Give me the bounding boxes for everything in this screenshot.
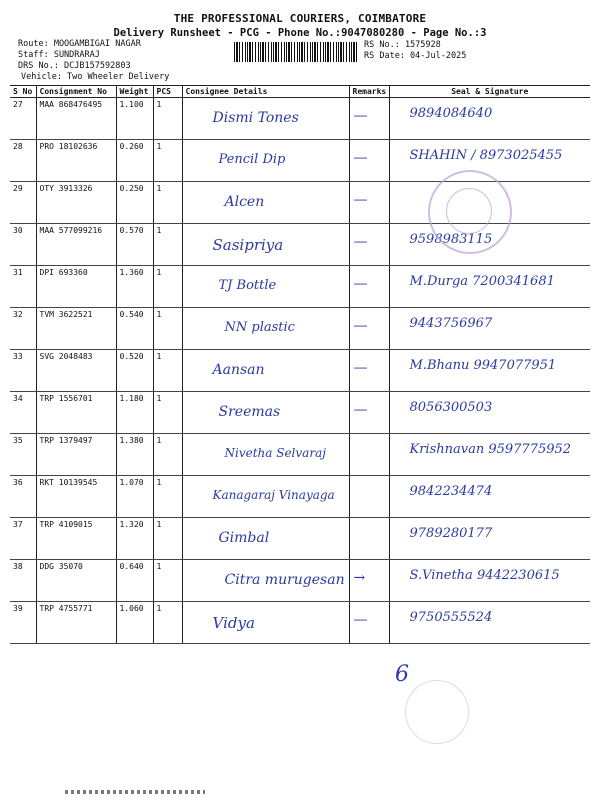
- col-header-sno: S No: [10, 86, 36, 98]
- col-header-remarks: Remarks: [349, 86, 389, 98]
- row-weight: 1.380: [116, 434, 153, 476]
- vehicle-label: Vehicle: Two Wheeler Delivery: [21, 72, 170, 82]
- runsheet-table: [10, 85, 590, 644]
- row-weight: 1.320: [116, 518, 153, 560]
- row-remark-mark: —: [353, 192, 368, 208]
- row-weight: 0.520: [116, 350, 153, 392]
- row-consignee-cell: [182, 266, 349, 308]
- row-pcs: 1: [153, 392, 182, 434]
- row-sno: 36: [10, 476, 36, 518]
- row-consignment-no: TRP 1556701: [36, 392, 116, 434]
- row-signature-handwritten: SHAHIN / 8973025455: [409, 148, 563, 163]
- row-consignee-handwritten: Alcen: [224, 194, 265, 210]
- row-consignee-cell: [182, 308, 349, 350]
- row-consignee-cell: [182, 560, 349, 602]
- row-sno: 30: [10, 224, 36, 266]
- row-pcs: 1: [153, 434, 182, 476]
- table-row: [10, 350, 590, 392]
- row-consignment-no: TRP 4755771: [36, 602, 116, 644]
- table-row: [10, 434, 590, 476]
- row-consignee-cell: [182, 224, 349, 266]
- row-weight: 0.570: [116, 224, 153, 266]
- row-consignee-cell: [182, 476, 349, 518]
- rs-number: RS No.: 1575928: [364, 40, 441, 50]
- row-consignment-no: PRO 18102636: [36, 140, 116, 182]
- row-consignee-cell: [182, 392, 349, 434]
- row-sno: 34: [10, 392, 36, 434]
- row-remarks-cell: [349, 308, 389, 350]
- row-signature-handwritten: M.Bhanu 9947077951: [409, 358, 557, 373]
- row-signature-cell: [389, 434, 590, 476]
- row-consignment-no: TVM 3622521: [36, 308, 116, 350]
- row-signature-cell: [389, 266, 590, 308]
- table-row: [10, 266, 590, 308]
- handwritten-page-mark: 6: [395, 662, 409, 687]
- row-signature-cell: [389, 308, 590, 350]
- barcode: [234, 42, 359, 62]
- row-pcs: 1: [153, 140, 182, 182]
- row-consignee-handwritten: Sasipriya: [212, 236, 284, 254]
- row-signature-cell: [389, 350, 590, 392]
- runsheet-meta-left: [18, 39, 169, 83]
- row-sno: 39: [10, 602, 36, 644]
- row-consignee-cell: [182, 602, 349, 644]
- row-remarks-cell: [349, 266, 389, 308]
- row-weight: 0.540: [116, 308, 153, 350]
- row-consignment-no: TRP 1379497: [36, 434, 116, 476]
- row-remarks-cell: [349, 434, 389, 476]
- row-consignee-handwritten: Vidya: [212, 614, 255, 632]
- row-remark-mark: —: [353, 234, 368, 250]
- row-weight: 1.360: [116, 266, 153, 308]
- row-consignee-cell: [182, 140, 349, 182]
- col-header-weight: Weight: [116, 86, 153, 98]
- row-consignee-cell: [182, 518, 349, 560]
- col-header-consignee: Consignee Details: [182, 86, 349, 98]
- row-consignment-no: TRP 4109015: [36, 518, 116, 560]
- row-pcs: 1: [153, 518, 182, 560]
- row-remarks-cell: [349, 560, 389, 602]
- row-pcs: 1: [153, 308, 182, 350]
- row-consignee-handwritten: TJ Bottle: [218, 278, 277, 293]
- row-sno: 37: [10, 518, 36, 560]
- drs-label: DRS No.: DCJB157592803: [18, 61, 131, 71]
- row-remark-mark: —: [353, 360, 368, 376]
- row-weight: 1.180: [116, 392, 153, 434]
- faint-seal-stamp: [405, 680, 469, 744]
- row-pcs: 1: [153, 476, 182, 518]
- row-signature-handwritten: S.Vinetha 9442230615: [409, 568, 560, 583]
- row-signature-handwritten: 9842234474: [409, 484, 493, 499]
- row-remarks-cell: [349, 476, 389, 518]
- table-row: [10, 518, 590, 560]
- row-pcs: 1: [153, 98, 182, 140]
- row-consignment-no: RKT 10139545: [36, 476, 116, 518]
- col-header-signature: Seal & Signature: [389, 86, 590, 98]
- row-remarks-cell: [349, 224, 389, 266]
- row-weight: 1.100: [116, 98, 153, 140]
- row-consignee-cell: [182, 350, 349, 392]
- row-consignment-no: DDG 35070: [36, 560, 116, 602]
- row-remarks-cell: [349, 98, 389, 140]
- row-weight: 1.060: [116, 602, 153, 644]
- row-sno: 38: [10, 560, 36, 602]
- row-sno: 31: [10, 266, 36, 308]
- table-header-row: [10, 86, 590, 98]
- row-remarks-cell: [349, 392, 389, 434]
- row-signature-handwritten: Krishnavan 9597775952: [409, 442, 572, 457]
- row-pcs: 1: [153, 182, 182, 224]
- row-remark-mark: —: [353, 150, 368, 166]
- row-consignee-handwritten: NN plastic: [224, 320, 295, 335]
- row-pcs: 1: [153, 602, 182, 644]
- row-signature-cell: [389, 392, 590, 434]
- row-signature-cell: [389, 476, 590, 518]
- row-pcs: 1: [153, 266, 182, 308]
- row-weight: 0.640: [116, 560, 153, 602]
- row-consignee-handwritten: Dismi Tones: [212, 110, 299, 126]
- table-row: [10, 560, 590, 602]
- row-remarks-cell: [349, 140, 389, 182]
- row-sno: 29: [10, 182, 36, 224]
- row-consignee-handwritten: Sreemas: [218, 404, 281, 420]
- row-consignment-no: MAA 868476495: [36, 98, 116, 140]
- row-signature-handwritten: 8056300503: [409, 400, 493, 415]
- row-consignee-handwritten: Nivetha Selvaraj: [224, 446, 326, 460]
- rs-date: RS Date: 04-Jul-2025: [364, 51, 467, 61]
- courier-seal-stamp: [428, 170, 512, 254]
- runsheet-meta-right: [364, 40, 466, 62]
- row-sno: 28: [10, 140, 36, 182]
- row-sno: 32: [10, 308, 36, 350]
- document-title: THE PROFESSIONAL COURIERS, COIMBATORE: [173, 12, 427, 25]
- row-remarks-cell: [349, 350, 389, 392]
- row-sno: 33: [10, 350, 36, 392]
- document-subtitle: Delivery Runsheet - PCG - Phone No.:9047080280 - Page No.:3: [113, 27, 487, 39]
- row-consignee-cell: [182, 98, 349, 140]
- row-consignment-no: MAA 577099216: [36, 224, 116, 266]
- row-signature-cell: [389, 518, 590, 560]
- row-consignment-no: OTY 3913326: [36, 182, 116, 224]
- row-consignee-handwritten: Aansan: [212, 362, 265, 378]
- route-label: Route: MOOGAMBIGAI NAGAR: [18, 39, 141, 49]
- row-remarks-cell: [349, 182, 389, 224]
- row-consignee-handwritten: Kanagaraj Vinayaga: [212, 488, 335, 502]
- row-pcs: 1: [153, 224, 182, 266]
- table-row: [10, 140, 590, 182]
- col-header-consignment: Consignment No: [36, 86, 116, 98]
- row-signature-handwritten: 9894084640: [409, 106, 493, 121]
- row-remark-mark: —: [353, 612, 368, 628]
- scan-artifact: [65, 790, 205, 794]
- row-signature-cell: [389, 98, 590, 140]
- row-consignment-no: SVG 2048483: [36, 350, 116, 392]
- row-signature-cell: [389, 560, 590, 602]
- row-remarks-cell: [349, 602, 389, 644]
- row-consignee-handwritten: Pencil Dip: [218, 152, 286, 167]
- staff-label: Staff: SUNDRARAJ: [18, 50, 100, 60]
- row-sno: 27: [10, 98, 36, 140]
- row-weight: 1.070: [116, 476, 153, 518]
- row-consignee-handwritten: Citra murugesan: [224, 572, 345, 588]
- table-row: [10, 476, 590, 518]
- table-row: [10, 308, 590, 350]
- row-signature-cell: [389, 602, 590, 644]
- row-weight: 0.250: [116, 182, 153, 224]
- row-remark-mark: →: [353, 570, 366, 586]
- row-signature-handwritten: M.Durga 7200341681: [409, 274, 555, 289]
- row-signature-handwritten: 9750555524: [409, 610, 493, 625]
- row-consignment-no: DPI 693360: [36, 266, 116, 308]
- table-row: [10, 98, 590, 140]
- row-weight: 0.260: [116, 140, 153, 182]
- row-remarks-cell: [349, 518, 389, 560]
- row-remark-mark: —: [353, 108, 368, 124]
- row-signature-handwritten: 9789280177: [409, 526, 493, 541]
- row-signature-handwritten: 9598983115: [409, 232, 493, 247]
- row-remark-mark: —: [353, 276, 368, 292]
- row-signature-handwritten: 9443756967: [409, 316, 493, 331]
- table-row: [10, 602, 590, 644]
- table-row: [10, 392, 590, 434]
- row-sno: 35: [10, 434, 36, 476]
- col-header-pcs: PCS: [153, 86, 182, 98]
- row-consignee-cell: [182, 434, 349, 476]
- row-pcs: 1: [153, 560, 182, 602]
- row-consignee-cell: [182, 182, 349, 224]
- row-remark-mark: —: [353, 402, 368, 418]
- row-remark-mark: —: [353, 318, 368, 334]
- row-pcs: 1: [153, 350, 182, 392]
- row-consignee-handwritten: Gimbal: [218, 530, 270, 546]
